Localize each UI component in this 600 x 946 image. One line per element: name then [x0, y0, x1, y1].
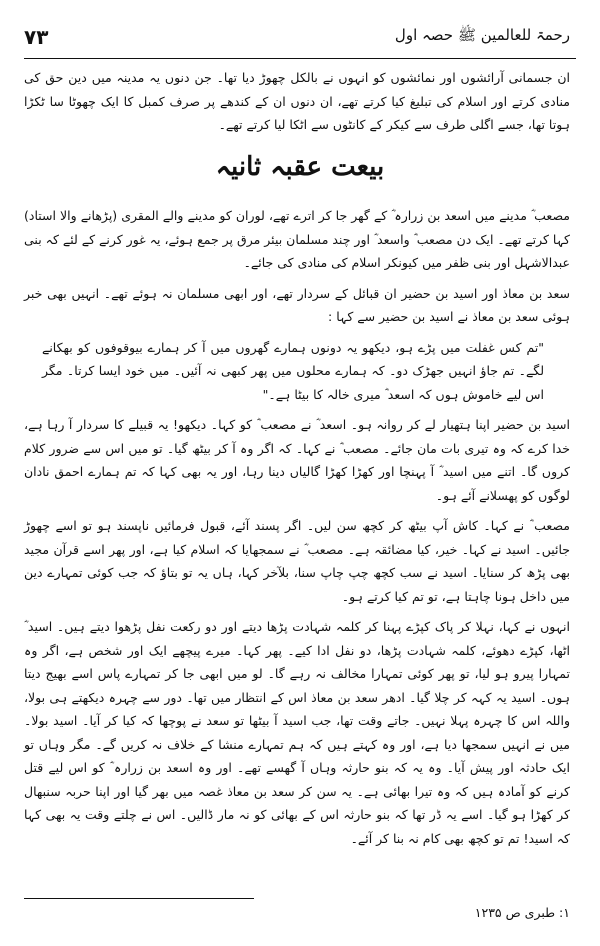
- section-heading: بیعت عقبہ ثانیہ: [215, 152, 385, 182]
- intro-paragraph: ان جسمانی آرائشوں اور نمائشوں کو انہوں نے بالکل چھوڑ دیا تھا۔ جن دنوں یہ مدینہ میں دین حق کی منادی کرتے اور اسلام کی تبلیغ کیا کرتے تھے، ان دنوں ان کے کندھے پر صرف کمبل کا ایک چھوٹا سا ٹکڑا ہوتا تھا، جسے اگلی طرف سے کیکر کے کانٹوں سے اٹکا لیا کرتے تھے۔: [24, 70, 570, 132]
- running-title: رحمۃ للعالمین ﷺ حصہ اول: [394, 26, 570, 44]
- paragraph: اسید بن حضیر اپنا ہتھیار لے کر روانہ ہو۔ اسعد ؓ نے مصعب ؓ کو کہا۔ دیکھو! یہ قبیلے کا سردار آ رہا ہے، خدا کرے کہ وہ تیری بات مان جائے۔ مصعب ؓ نے کہا۔ کہ اگر وہ آ کر بیٹھ گیا۔ تو میں اس سے ضرور کلام کروں گا۔ اتنے میں اسید ؓ آ پہنچا اور کھڑا کھڑا گالیاں دینا رہا، اور یہ بھی کہا کہ تم ہمارے احمق نادان لوگوں کو پھسلانے آئے ہو۔: [24, 417, 570, 503]
- footnote: ۱: طبری ص ۱۲۳۵: [474, 905, 570, 920]
- paragraph: سعد بن معاذ اور اسید بن حضیر ان قبائل کے سردار تھے، اور ابھی مسلمان نہ ہوئے تھے۔ انہیں بھی خبر ہوئی سعد بن معاذ نے اسید بن حضیر سے کہا :: [24, 285, 570, 324]
- footnote-divider: [24, 898, 254, 899]
- main-text: [24, 204, 570, 857]
- quotation-paragraph: "تم کس غفلت میں پڑے ہو، دیکھو یہ دونوں ہمارے گھروں میں آ کر ہمارے بیوقوفوں کو بھکانے لگے۔ تم جاؤ انہیں جھڑک دو۔ کہ ہمارے محلوں میں پھر کبھی نہ آئیں۔ میں خود ایسا کرتا۔ مگر اس لیے خاموش ہوں کہ اسعد ؓ میری خالہ کا بیٹا ہے۔": [42, 339, 544, 402]
- paragraph: مصعب ؓ مدینے میں اسعد بن زرارہ ؓ کے گھر جا کر اترے تھے، لوران کو مدینے والے المقری (پڑھانے والا استاد) کہا کرتے تھے۔ ایک دن مصعب ؓ واسعد ؓ اور چند مسلمان بیئر مرق پر جمع ہوئے، یہ غور کرنے کے لئے کہ بنی عبدالاشہل اور بنی ظفر میں کیونکر اسلام کی منادی کی جائے۔: [24, 208, 570, 270]
- paragraph: مصعب ؓ نے کہا۔ کاش آپ بیٹھ کر کچھ سن لیں۔ اگر پسند آئے، قبول فرمائیں ناپسند ہو تو اسے چھوڑ جائیں۔ اسید نے کہا۔ خیر، کیا مضائقہ ہے۔ مصعب ؓ نے سمجھایا کہ اسلام کیا ہے، اور پھر اسے قرآن مجید بھی پڑھ کر سنایا۔ اسید نے سب کچھ چپ چاپ سنا، بلآخر کہا، ہاں یہ تو بتاؤ کہ جب کوئی تمہارے دین میں داخل ہونا چاہتا ہے، تو تم کیا کرتے ہو۔: [24, 518, 570, 604]
- page-number: ۷۳: [24, 25, 49, 49]
- paragraph: انہوں نے کہا، نہلا کر پاک کپڑے پہنا کر کلمہ شہادت پڑھا دیتے اور دو رکعت نفل پڑھوا دیتے ہیں۔ اسید ؓ اٹھا، کپڑے دھوئے، کلمہ شہادت پڑھا، دو نفل ادا کیے۔ پھر کہا۔ میرے پیچھے ایک اور شخص ہے، اگر وہ تمہارا پیرو ہو لیا، تو پھر کوئی تمہارا مخالف نہ رہے گا۔ لو میں ابھی جا کر تمہارے پاس اسے بھیج دیتا ہوں۔ اسید یہ کہہ کر چلا گیا۔ ادھر سعد بن معاذ اس کے انتظار میں تھا۔ دور سے چہرہ دیکھتے ہی بولا، واللہ اس کا چہرہ پہلا نہیں۔ جاتے وقت تھا، جب اسید آ بیٹھا تو سعد نے پوچھا کہ کیا کر آیا۔ اسید بولا۔ میں نے انہیں سمجھا دیا ہے، اور وہ کہتے ہیں کہ ہم تمہارے منشا کے خلاف نہ کریں گے۔ مگر وہاں تو ایک حادثہ اور پیش آیا۔ وہ یہ کہ بنو حارثہ وہاں آ گھسے تھے۔ اور وہ اسعد بن زرارہ ؓ کو اس لیے قتل کرنے کو آمادہ ہیں کہ وہ تیرا بھائی ہے۔ یہ سن کر سعد بن معاذ غصہ میں بھر گیا اور اپنا حربہ سنبھال کر کھڑا ہو گیا۔ اسے یہ ڈر تھا کہ بنو حارثہ اس کے بھائی کو نہ مار ڈالیں۔ اس نے چلتے وقت یہ بھی کہا کہ اسید! تم تو کچھ بھی کام نہ بنا کر آئے۔: [24, 619, 570, 846]
- header-divider: [24, 58, 576, 59]
- page-header: [24, 22, 570, 52]
- intro-block: [24, 66, 570, 144]
